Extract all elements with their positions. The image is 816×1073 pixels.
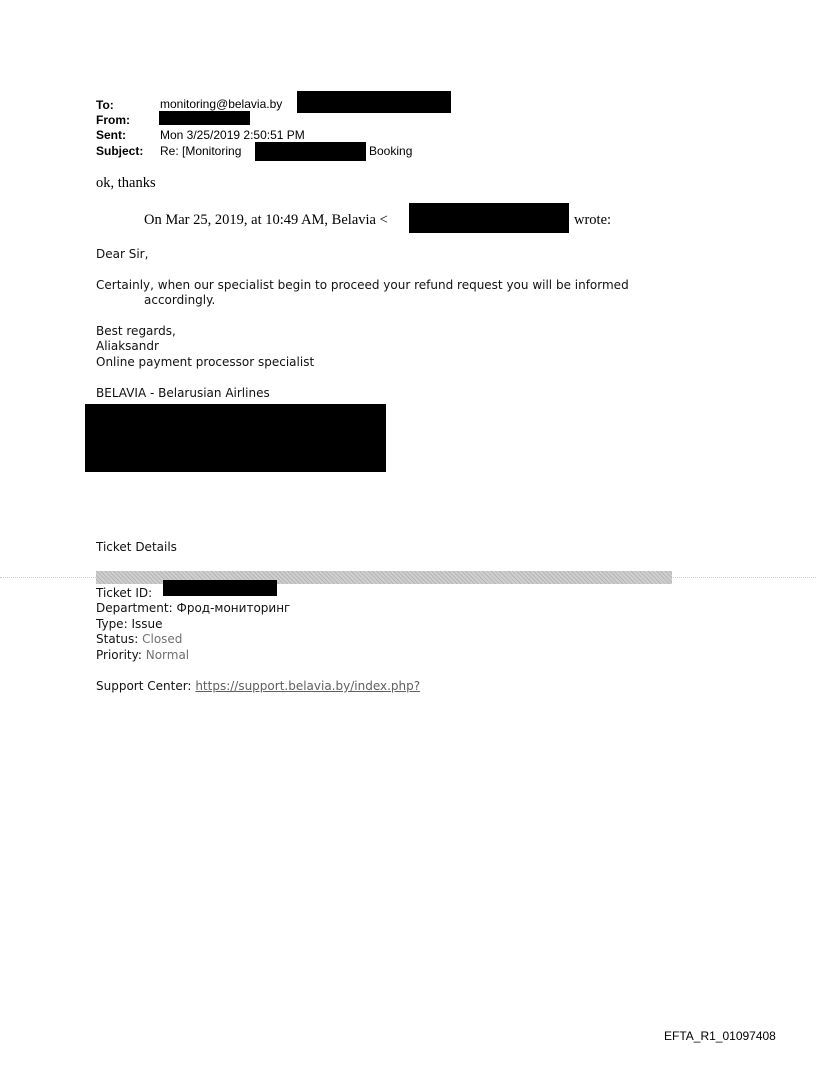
redaction-from [159,111,250,125]
priority-label: Priority: [96,648,142,662]
priority-row [96,648,189,662]
ticket-section-title: Ticket Details [96,540,177,554]
redaction-ticket-id [163,580,277,596]
subject-label: Subject: [96,144,144,158]
redaction-quote-email [409,203,569,233]
redaction-subject [255,142,366,161]
department-value: Фрод-мониторинг [176,601,291,615]
subject-prefix: Re: [Monitoring [160,144,242,158]
body-line-2: accordingly. [144,293,216,307]
sent-value: Mon 3/25/2019 2:50:51 PM [160,128,305,142]
ticket-id-label: Ticket ID: [96,586,153,600]
support-link[interactable]: https://support.belavia.by/index.php? [195,679,421,693]
signature-name: Aliaksandr [96,339,159,353]
body-line-1: Certainly, when our specialist begin to proceed your refund request you will be informed [96,278,629,292]
status-value: Closed [142,632,183,646]
quote-wrote: wrote: [574,212,612,228]
regards: Best regards, [96,324,176,338]
status-label: Status: [96,632,139,646]
reply-text: ok, thanks [96,175,156,191]
to-value: monitoring@belavia.by [160,97,283,111]
support-label: Support Center: [96,679,192,693]
support-row [96,679,420,693]
from-label: From: [96,113,130,127]
type-row [96,617,162,631]
priority-value: Normal [145,648,190,662]
redaction-to [297,91,451,113]
document-id: EFTA_R1_01097408 [664,1029,776,1043]
to-label: To: [96,98,114,112]
greeting: Dear Sir, [96,247,149,261]
type-value: Issue [131,617,163,631]
department-row [96,601,290,615]
signature-role: Online payment processor specialist [96,355,315,369]
status-row [96,632,182,646]
sent-label: Sent: [96,128,126,142]
redaction-signature-block [85,404,386,472]
quote-intro: On Mar 25, 2019, at 10:49 AM, Belavia < [144,212,388,228]
subject-suffix: Booking [369,144,413,158]
type-label: Type: [96,617,128,631]
department-label: Department: [96,601,173,615]
company-name: BELAVIA - Belarusian Airlines [96,386,270,400]
